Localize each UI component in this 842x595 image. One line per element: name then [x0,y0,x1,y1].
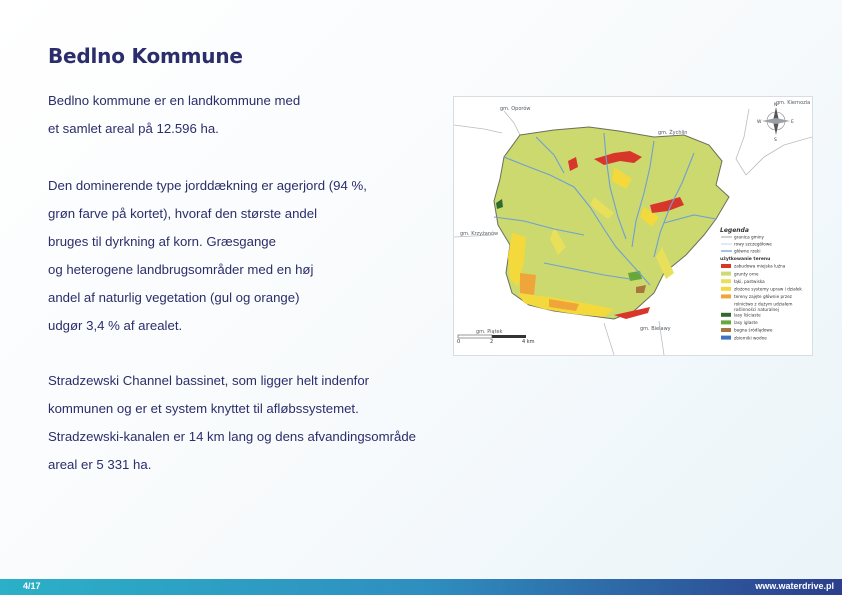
svg-text:E: E [791,120,794,125]
place-label: gm. Kiernozia [776,100,811,106]
channel-paragraph [48,367,416,479]
legend-item: zbiorniki wodne [734,335,767,341]
legend-swatch [721,328,731,332]
legend-item: roślinności naturalnej [734,307,779,313]
legend-item: bagna śródlądowe [734,327,773,333]
map-legend [720,227,802,340]
legend-swatch [721,279,731,283]
page-number: 4/17 [23,581,41,591]
place-label: gm. Piątek [476,329,503,335]
place-label: gm. Bielawy [640,326,671,332]
legend-swatch [721,264,731,268]
legend-section-title: użytkowanie terenu [720,257,771,262]
text-line: bruges til dyrkning af korn. Græsgange [48,234,276,249]
place-label: gm. Krzyżanów [460,231,499,237]
svg-text:2: 2 [490,339,494,345]
text-line: andel af naturlig vegetation (gul og orange) [48,290,300,305]
legend-item: zabudowa miejska luźna [734,263,786,269]
legend-swatch [721,336,731,340]
svg-text:0: 0 [457,339,461,345]
text-line: og heterogene landbrugsområder med en høj [48,262,314,277]
legend-item: grunty orne [734,271,759,277]
place-label: gm. Żychlin [658,130,688,136]
scale-bar [457,335,535,345]
page-title: Bedlno Kommune [48,44,243,68]
place-label: gm. Oporów [500,106,531,112]
website-link[interactable]: www.waterdrive.pl [755,581,834,591]
text-line: kommunen og er et system knyttet til afløbssystemet. [48,401,359,416]
text-line: udgør 3,4 % af arealet. [48,318,183,333]
compass-icon [757,102,794,143]
legend-swatch [721,313,731,317]
legend-item: granica gminy [734,234,764,240]
text-line: Stradzewski Channel bassinet, som ligger helt indenfor [48,373,370,388]
text-line: Stradzewski-kanalen er 14 km lang og dens afvandingsområde [48,429,416,444]
land-cover-paragraph [48,172,367,340]
svg-text:4 km: 4 km [522,339,535,345]
svg-text:N: N [774,103,778,108]
text-line: Den dominerende type jorddækning er agerjord (94 %, [48,178,367,193]
legend-item: rolnictwo z dużym udziałem [734,301,793,307]
legend-item: złożone systemy upraw i działek [734,286,802,292]
svg-text:W: W [757,120,762,125]
legend-item: główne rzeki [734,248,761,254]
land-use-map [453,96,813,356]
legend-item: tereny zajęte głównie przez [734,294,792,300]
text-line: areal er 5 331 ha. [48,457,152,472]
text-line: et samlet areal på 12.596 ha. [48,121,219,136]
legend-swatch [721,320,731,324]
legend-swatch [721,287,731,291]
legend-title: Legenda [720,227,749,234]
intro-paragraph [48,87,300,143]
legend-item: lasy iglaste [734,320,758,326]
text-line: grøn farve på kortet), hvoraf den største andel [48,206,318,221]
legend-item: lasy liściaste [734,312,761,318]
legend-swatch [721,272,731,276]
legend-swatch [721,294,731,298]
legend-item: łąki, pastwiska [734,278,765,284]
text-line: Bedlno kommune er en landkommune med [48,93,301,108]
legend-item: rowy szczegółowe [734,241,772,247]
footer-bar [0,579,842,595]
svg-text:S: S [774,138,777,143]
